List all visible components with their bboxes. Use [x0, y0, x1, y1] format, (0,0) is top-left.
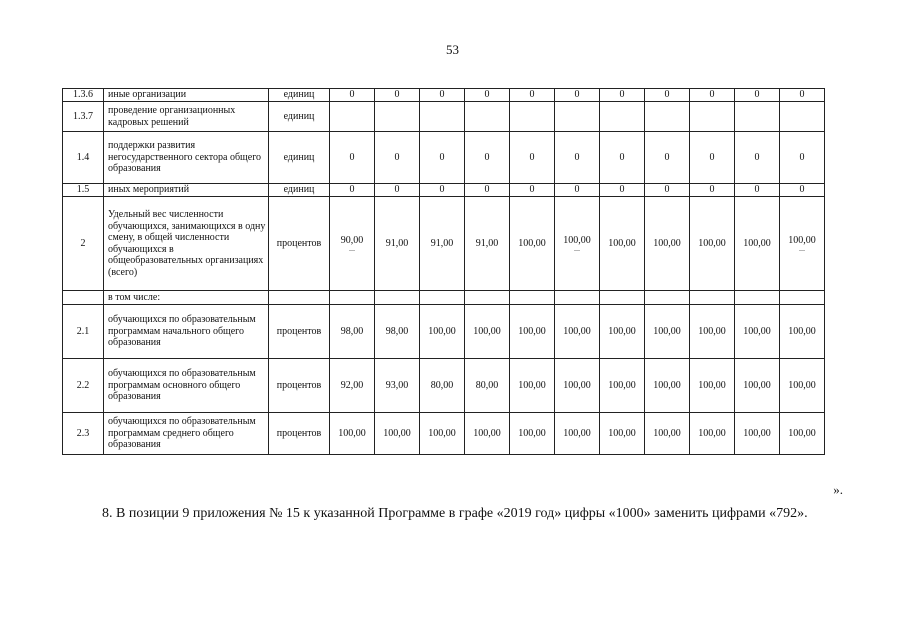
unit-cell — [269, 291, 330, 305]
value-cell — [510, 102, 555, 132]
unit-cell: процентов — [269, 197, 330, 291]
value-cell — [330, 197, 375, 291]
value-cell — [510, 413, 555, 455]
value-text: 100,00 — [788, 234, 816, 246]
value-cell — [330, 291, 375, 305]
value-text: 0 — [664, 151, 670, 163]
row-number-cell: 2.1 — [63, 305, 104, 359]
value-cell — [375, 132, 420, 184]
unit-cell: процентов — [269, 305, 330, 359]
value-cell — [465, 89, 510, 102]
value-text: 0 — [619, 184, 625, 196]
value-cell — [465, 197, 510, 291]
page-number: 53 — [446, 42, 459, 57]
value-text: 0 — [799, 184, 805, 196]
value-text: 0 — [754, 89, 760, 101]
value-cell — [735, 89, 780, 102]
value-cell — [600, 305, 645, 359]
value-cell — [780, 102, 825, 132]
value-cell — [555, 291, 600, 305]
value-text: 100,00 — [788, 379, 816, 391]
value-cell — [645, 197, 690, 291]
value-cell — [465, 305, 510, 359]
table-row — [63, 132, 825, 184]
value-cell — [735, 132, 780, 184]
value-cell — [510, 132, 555, 184]
row-number-cell: 1.4 — [63, 132, 104, 184]
value-cell — [510, 305, 555, 359]
value-cell — [510, 89, 555, 102]
value-text: 100,00 — [788, 325, 816, 337]
value-text: 0 — [394, 151, 400, 163]
unit-cell: процентов — [269, 359, 330, 413]
value-cell — [420, 102, 465, 132]
value-cell — [690, 132, 735, 184]
value-cell — [375, 413, 420, 455]
value-cell — [780, 291, 825, 305]
unit-cell: единиц — [269, 184, 330, 197]
value-cell — [555, 102, 600, 132]
value-text: 91,00 — [385, 237, 409, 249]
value-cell — [420, 305, 465, 359]
value-text: 80,00 — [430, 379, 454, 391]
value-text: 100,00 — [428, 325, 456, 337]
value-cell — [420, 359, 465, 413]
row-number-cell: 1.3.6 — [63, 89, 104, 102]
value-text: 100,00 — [653, 379, 681, 391]
value-cell — [690, 305, 735, 359]
value-cell — [375, 305, 420, 359]
scan-artifact: ... — [574, 244, 580, 254]
value-cell — [690, 184, 735, 197]
value-cell — [510, 184, 555, 197]
indicator-name-cell: иные организации — [104, 89, 269, 102]
value-cell — [420, 89, 465, 102]
value-text: 0 — [349, 184, 355, 196]
indicator-name-cell: в том числе: — [104, 291, 269, 305]
table-row — [63, 89, 825, 102]
value-text: 100,00 — [653, 237, 681, 249]
value-cell — [735, 197, 780, 291]
value-cell — [600, 359, 645, 413]
value-text: 100,00 — [698, 379, 726, 391]
indicator-name-cell: поддержки развития негосударственного сектора общего образования — [104, 132, 269, 184]
value-cell — [510, 291, 555, 305]
value-cell — [780, 89, 825, 102]
value-cell — [735, 359, 780, 413]
value-text: 100,00 — [338, 427, 366, 439]
table-row — [63, 359, 825, 413]
value-text: 100,00 — [563, 325, 591, 337]
value-text: 0 — [664, 89, 670, 101]
value-text: 80,00 — [475, 379, 499, 391]
value-text: 100,00 — [473, 427, 501, 439]
value-text: 0 — [529, 151, 535, 163]
value-text: 100,00 — [653, 325, 681, 337]
value-text: 100,00 — [698, 325, 726, 337]
value-text: 0 — [529, 184, 535, 196]
value-cell — [600, 413, 645, 455]
value-cell — [465, 413, 510, 455]
value-text: 0 — [799, 89, 805, 101]
value-text: 0 — [529, 89, 535, 101]
value-cell — [465, 184, 510, 197]
indicator-name-cell: иных мероприятий — [104, 184, 269, 197]
value-text: 0 — [574, 151, 580, 163]
value-cell — [330, 305, 375, 359]
value-cell — [645, 132, 690, 184]
row-number-cell: 2 — [63, 197, 104, 291]
value-cell — [690, 291, 735, 305]
value-cell — [645, 89, 690, 102]
value-text: 0 — [439, 89, 445, 101]
row-number-cell: 2.3 — [63, 413, 104, 455]
value-cell — [420, 132, 465, 184]
value-text: 0 — [709, 89, 715, 101]
value-text: 0 — [619, 151, 625, 163]
value-text: 91,00 — [430, 237, 454, 249]
value-cell — [555, 305, 600, 359]
value-cell — [465, 132, 510, 184]
row-number-cell: 2.2 — [63, 359, 104, 413]
value-cell — [330, 132, 375, 184]
value-cell — [690, 89, 735, 102]
value-text: 0 — [619, 89, 625, 101]
indicator-name-cell: проведение организационных кадровых решений — [104, 102, 269, 132]
value-text: 0 — [484, 184, 490, 196]
value-cell — [555, 89, 600, 102]
value-cell — [555, 359, 600, 413]
value-cell — [375, 102, 420, 132]
unit-cell: единиц — [269, 89, 330, 102]
value-cell — [690, 102, 735, 132]
value-cell — [375, 89, 420, 102]
value-cell — [420, 197, 465, 291]
value-text: 0 — [574, 184, 580, 196]
value-cell — [375, 291, 420, 305]
value-text: 0 — [394, 89, 400, 101]
value-cell — [510, 359, 555, 413]
value-cell — [780, 184, 825, 197]
value-text: 98,00 — [385, 325, 409, 337]
value-cell — [780, 197, 825, 291]
value-text: 100,00 — [608, 427, 636, 439]
value-cell — [555, 413, 600, 455]
value-text: 100,00 — [608, 325, 636, 337]
value-text: 0 — [349, 89, 355, 101]
value-text: 100,00 — [563, 427, 591, 439]
value-text: 100,00 — [383, 427, 411, 439]
value-cell — [690, 413, 735, 455]
value-cell — [600, 291, 645, 305]
table-row — [63, 102, 825, 132]
value-text: 100,00 — [788, 427, 816, 439]
value-cell — [375, 197, 420, 291]
value-cell — [600, 102, 645, 132]
value-cell — [465, 359, 510, 413]
closing-quote: ». — [833, 482, 843, 497]
value-text: 100,00 — [743, 237, 771, 249]
value-text: 0 — [754, 151, 760, 163]
value-text: 100,00 — [518, 427, 546, 439]
value-cell — [690, 359, 735, 413]
value-cell — [330, 359, 375, 413]
value-text: 0 — [484, 89, 490, 101]
value-cell — [645, 413, 690, 455]
value-cell — [735, 102, 780, 132]
value-cell — [465, 102, 510, 132]
value-text: 0 — [439, 184, 445, 196]
value-cell — [330, 413, 375, 455]
indicator-name-cell: обучающихся по образовательным программам начального общего образования — [104, 305, 269, 359]
table-row — [63, 184, 825, 197]
value-cell — [780, 305, 825, 359]
value-text: 0 — [754, 184, 760, 196]
value-text: 0 — [484, 151, 490, 163]
value-cell — [645, 305, 690, 359]
value-text: 100,00 — [518, 379, 546, 391]
value-cell — [420, 291, 465, 305]
value-text: 0 — [709, 151, 715, 163]
value-cell — [330, 184, 375, 197]
value-text: 93,00 — [385, 379, 409, 391]
table-row — [63, 291, 825, 305]
value-text: 0 — [394, 184, 400, 196]
value-text: 100,00 — [743, 379, 771, 391]
value-cell — [465, 291, 510, 305]
value-cell — [600, 197, 645, 291]
value-cell — [330, 102, 375, 132]
row-number-cell: 1.5 — [63, 184, 104, 197]
value-cell — [420, 184, 465, 197]
scan-artifact: ... — [349, 244, 355, 254]
scan-artifact: ... — [799, 244, 805, 254]
value-text: 100,00 — [518, 325, 546, 337]
table-body — [63, 89, 825, 455]
value-cell — [600, 132, 645, 184]
value-cell — [735, 291, 780, 305]
value-text: 90,00 — [340, 234, 364, 246]
value-text: 98,00 — [340, 325, 364, 337]
value-cell — [735, 305, 780, 359]
table-row — [63, 305, 825, 359]
value-cell — [645, 102, 690, 132]
row-number-cell — [63, 291, 104, 305]
indicator-table — [62, 88, 825, 455]
value-cell — [510, 197, 555, 291]
value-text: 91,00 — [475, 237, 499, 249]
value-cell — [555, 197, 600, 291]
row-number-cell: 1.3.7 — [63, 102, 104, 132]
value-cell — [690, 197, 735, 291]
value-cell — [645, 184, 690, 197]
value-cell — [645, 359, 690, 413]
value-text: 100,00 — [563, 234, 591, 246]
value-text: 100,00 — [518, 237, 546, 249]
value-text: 100,00 — [608, 379, 636, 391]
value-text: 0 — [799, 151, 805, 163]
value-cell — [600, 184, 645, 197]
indicator-name-cell: обучающихся по образовательным программам среднего общего образования — [104, 413, 269, 455]
value-cell — [735, 184, 780, 197]
unit-cell: единиц — [269, 132, 330, 184]
value-text: 0 — [574, 89, 580, 101]
value-text: 0 — [349, 151, 355, 163]
value-text: 100,00 — [698, 427, 726, 439]
value-text: 100,00 — [608, 237, 636, 249]
indicator-name-cell: обучающихся по образовательным программам основного общего образования — [104, 359, 269, 413]
value-text: 0 — [439, 151, 445, 163]
value-text: 100,00 — [428, 427, 456, 439]
value-cell — [330, 89, 375, 102]
value-cell — [780, 413, 825, 455]
value-text: 100,00 — [653, 427, 681, 439]
value-cell — [420, 413, 465, 455]
unit-cell: процентов — [269, 413, 330, 455]
value-cell — [645, 291, 690, 305]
value-cell — [375, 184, 420, 197]
value-cell — [780, 132, 825, 184]
value-cell — [375, 359, 420, 413]
value-text: 0 — [664, 184, 670, 196]
value-cell — [600, 89, 645, 102]
value-text: 100,00 — [698, 237, 726, 249]
value-cell — [735, 413, 780, 455]
value-text: 0 — [709, 184, 715, 196]
indicator-name-cell: Удельный вес численности обучающихся, занимающихся в одну смену, в общей численности обучающихся в общеобразовательных организациях (всего) — [104, 197, 269, 291]
amendment-paragraph: 8. В позиции 9 приложения № 15 к указанной Программе в графе «2019 год» цифры «1000» заменить цифрами «792». — [102, 506, 808, 521]
value-cell — [555, 132, 600, 184]
value-text: 100,00 — [743, 427, 771, 439]
value-text: 92,00 — [340, 379, 364, 391]
value-cell — [780, 359, 825, 413]
value-cell — [555, 184, 600, 197]
value-text: 100,00 — [473, 325, 501, 337]
value-text: 100,00 — [743, 325, 771, 337]
unit-cell: единиц — [269, 102, 330, 132]
table-row — [63, 197, 825, 291]
table-row — [63, 413, 825, 455]
value-text: 100,00 — [563, 379, 591, 391]
